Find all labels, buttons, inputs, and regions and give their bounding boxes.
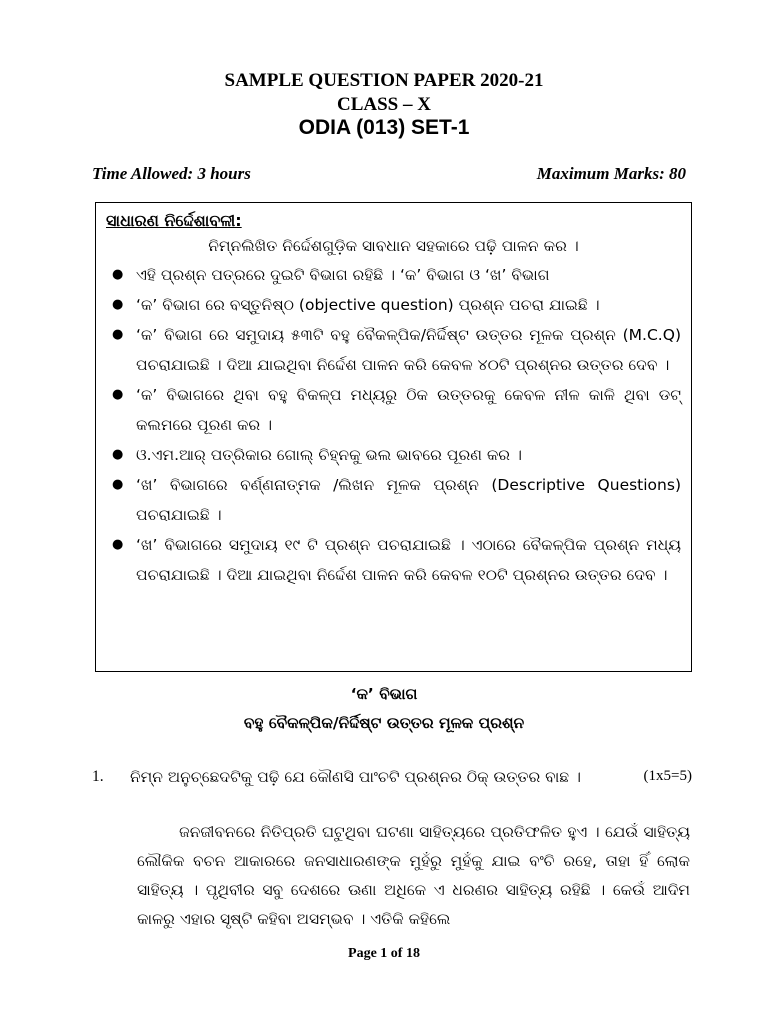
- page-number: Page 1 of 18: [348, 946, 420, 961]
- question-1: [92, 768, 692, 787]
- passage-text: ଜନଜୀବନରେ ନିତିପ୍ରତି ଘଟୁଥିବା ଘଟଣା ସାହିତ୍ୟରେ ପ୍ରତିଫଳିତ ହୁଏ । ଯେଉଁ ସାହିତ୍ୟ ଲୌକିକ ବଚନ ଆକାରରେ ଜନସାଧାରଣଙ୍କ ମୁହଁରୁ ମୁହଁକୁ ଯାଇ ବଂଚି ରହେ, ତାହା ହିଁ ଲୋକ ସାହିତ୍ୟ । ପୃଥିବୀର ସବୁ ଦେଶରେ ଊଣା ଅଧିକେ ଏ ଧରଣର ସାହିତ୍ୟ ରହିଛି । କେଉଁ ଆଦିମ କାଳରୁ ଏହାର ସୃଷ୍ଟି କହିବା ଅସମ୍ଭବ । ଏତିକି କହିଲେ: [137, 823, 690, 928]
- instruction-item: ● ଏହି ପ୍ରଶ୍ନ ପତ୍ରରେ ଦୁଇଟି ବିଭାଗ ରହିଛି । ‘କ’ ବିଭାଗ ଓ ‘ଖ’ ବିଭାଗ: [106, 260, 681, 290]
- maximum-marks: Maximum Marks: 80: [536, 164, 686, 183]
- section-a-title: ‘କ’ ବିଭାଗ: [350, 685, 418, 703]
- instruction-item: ● ଓ.ଏମ.ଆର୍ ପତ୍ରିକାର ଗୋଲ୍ ଚିହ୍ନକୁ ଭଲ ଭାବରେ ପୂରଣ କର ।: [106, 440, 681, 470]
- question-marks: (1x5=5): [643, 768, 692, 784]
- instruction-item: ● ‘କ’ ବିଭାଗରେ ଥିବା ବହୁ ବିକଳ୍ପ ମଧ୍ୟରୁ ଠିକ ଉତ୍ତରକୁ କେବଳ ନୀଳ କାଳି ଥିବା ଡଟ୍ କଲମରେ ପୂରଣ କର ।: [106, 380, 681, 440]
- instructions-list: [106, 260, 681, 590]
- instruction-item: ● ‘କ’ ବିଭାଗ ରେ ସମୁଦାୟ ୫୩ଟି ବହୁ ବୈକଳ୍ପିକ/ନିର୍ଦ୍ଦିଷ୍ଟ ଉତ୍ତର ମୂଳକ ପ୍ରଶ୍ନ (M.C.Q) ପଚରାଯାଇଛି । ଦିଆ ଯାଇଥିବା ନିର୍ଦ୍ଦେଶ ପାଳନ କରି କେବଳ ୪୦ଟି ପ୍ରଶ୍ନର ଉତ୍ତର ଦେବ ।: [106, 320, 681, 380]
- instruction-item: ● ‘ଖ’ ବିଭାଗରେ ବର୍ଣ୍ଣନାତ୍ମକ /ଲିଖନ ମୂଳକ ପ୍ରଶ୍ନ (Descriptive Questions) ପଚରାଯାଇଛି ।: [106, 470, 681, 530]
- instructions-box: [95, 202, 692, 672]
- question-text: ନିମ୍ନ ଅନୁଚ୍ଛେଦଟିକୁ ପଢ଼ି ଯେ କୌଣସି ପାଂଚଟି ପ୍ରଶ୍ନର ଠିକ୍ ଉତ୍ତର ବାଛ ।: [130, 768, 582, 786]
- instruction-item: ● ‘ଖ’ ବିଭାଗରେ ସମୁଦାୟ ୧୯ ଟି ପ୍ରଶ୍ନ ପଚରାଯାଇଛି । ଏଠାରେ ବୈକଳ୍ପିକ ପ୍ରଶ୍ନ ମଧ୍ୟ ପଚରାଯାଇଛି । ଦିଆ ଯାଇଥିବା ନିର୍ଦ୍ଦେଶ ପାଳନ କରି କେବଳ ୧୦ଟି ପ୍ରଶ୍ନର ଉତ୍ତର ଦେବ ।: [106, 530, 681, 590]
- section-a-subtitle: ବହୁ ବୈକଳ୍ପିକ/ନିର୍ଦ୍ଦିଷ୍ଟ ଉତ୍ତର ମୂଳକ ପ୍ରଶ୍ନ: [243, 714, 525, 732]
- time-allowed: Time Allowed: 3 hours: [92, 164, 251, 183]
- paper-title: SAMPLE QUESTION PAPER 2020-21: [224, 70, 544, 91]
- class-label: CLASS – X: [337, 94, 431, 115]
- meta-row: [92, 164, 686, 184]
- instructions-intro: ନିମ୍ନଲିଖିତ ନିର୍ଦ୍ଦେଶଗୁଡ଼ିକ ସାବଧାନ ସହକାରେ ପଢ଼ି ପାଳନ କର ।: [208, 237, 579, 255]
- instructions-title: ସାଧାରଣ ନିର୍ଦ୍ଦେଶାବଳୀ:: [106, 211, 242, 230]
- question-number: 1.: [92, 768, 104, 785]
- subject-title: ODIA (013) SET-1: [298, 116, 470, 139]
- instruction-item: ● ‘କ’ ବିଭାଗ ରେ ବସ୍ତୁନିଷ୍ଠ (objective question) ପ୍ରଶ୍ନ ପଚରା ଯାଇଛି ।: [106, 290, 681, 320]
